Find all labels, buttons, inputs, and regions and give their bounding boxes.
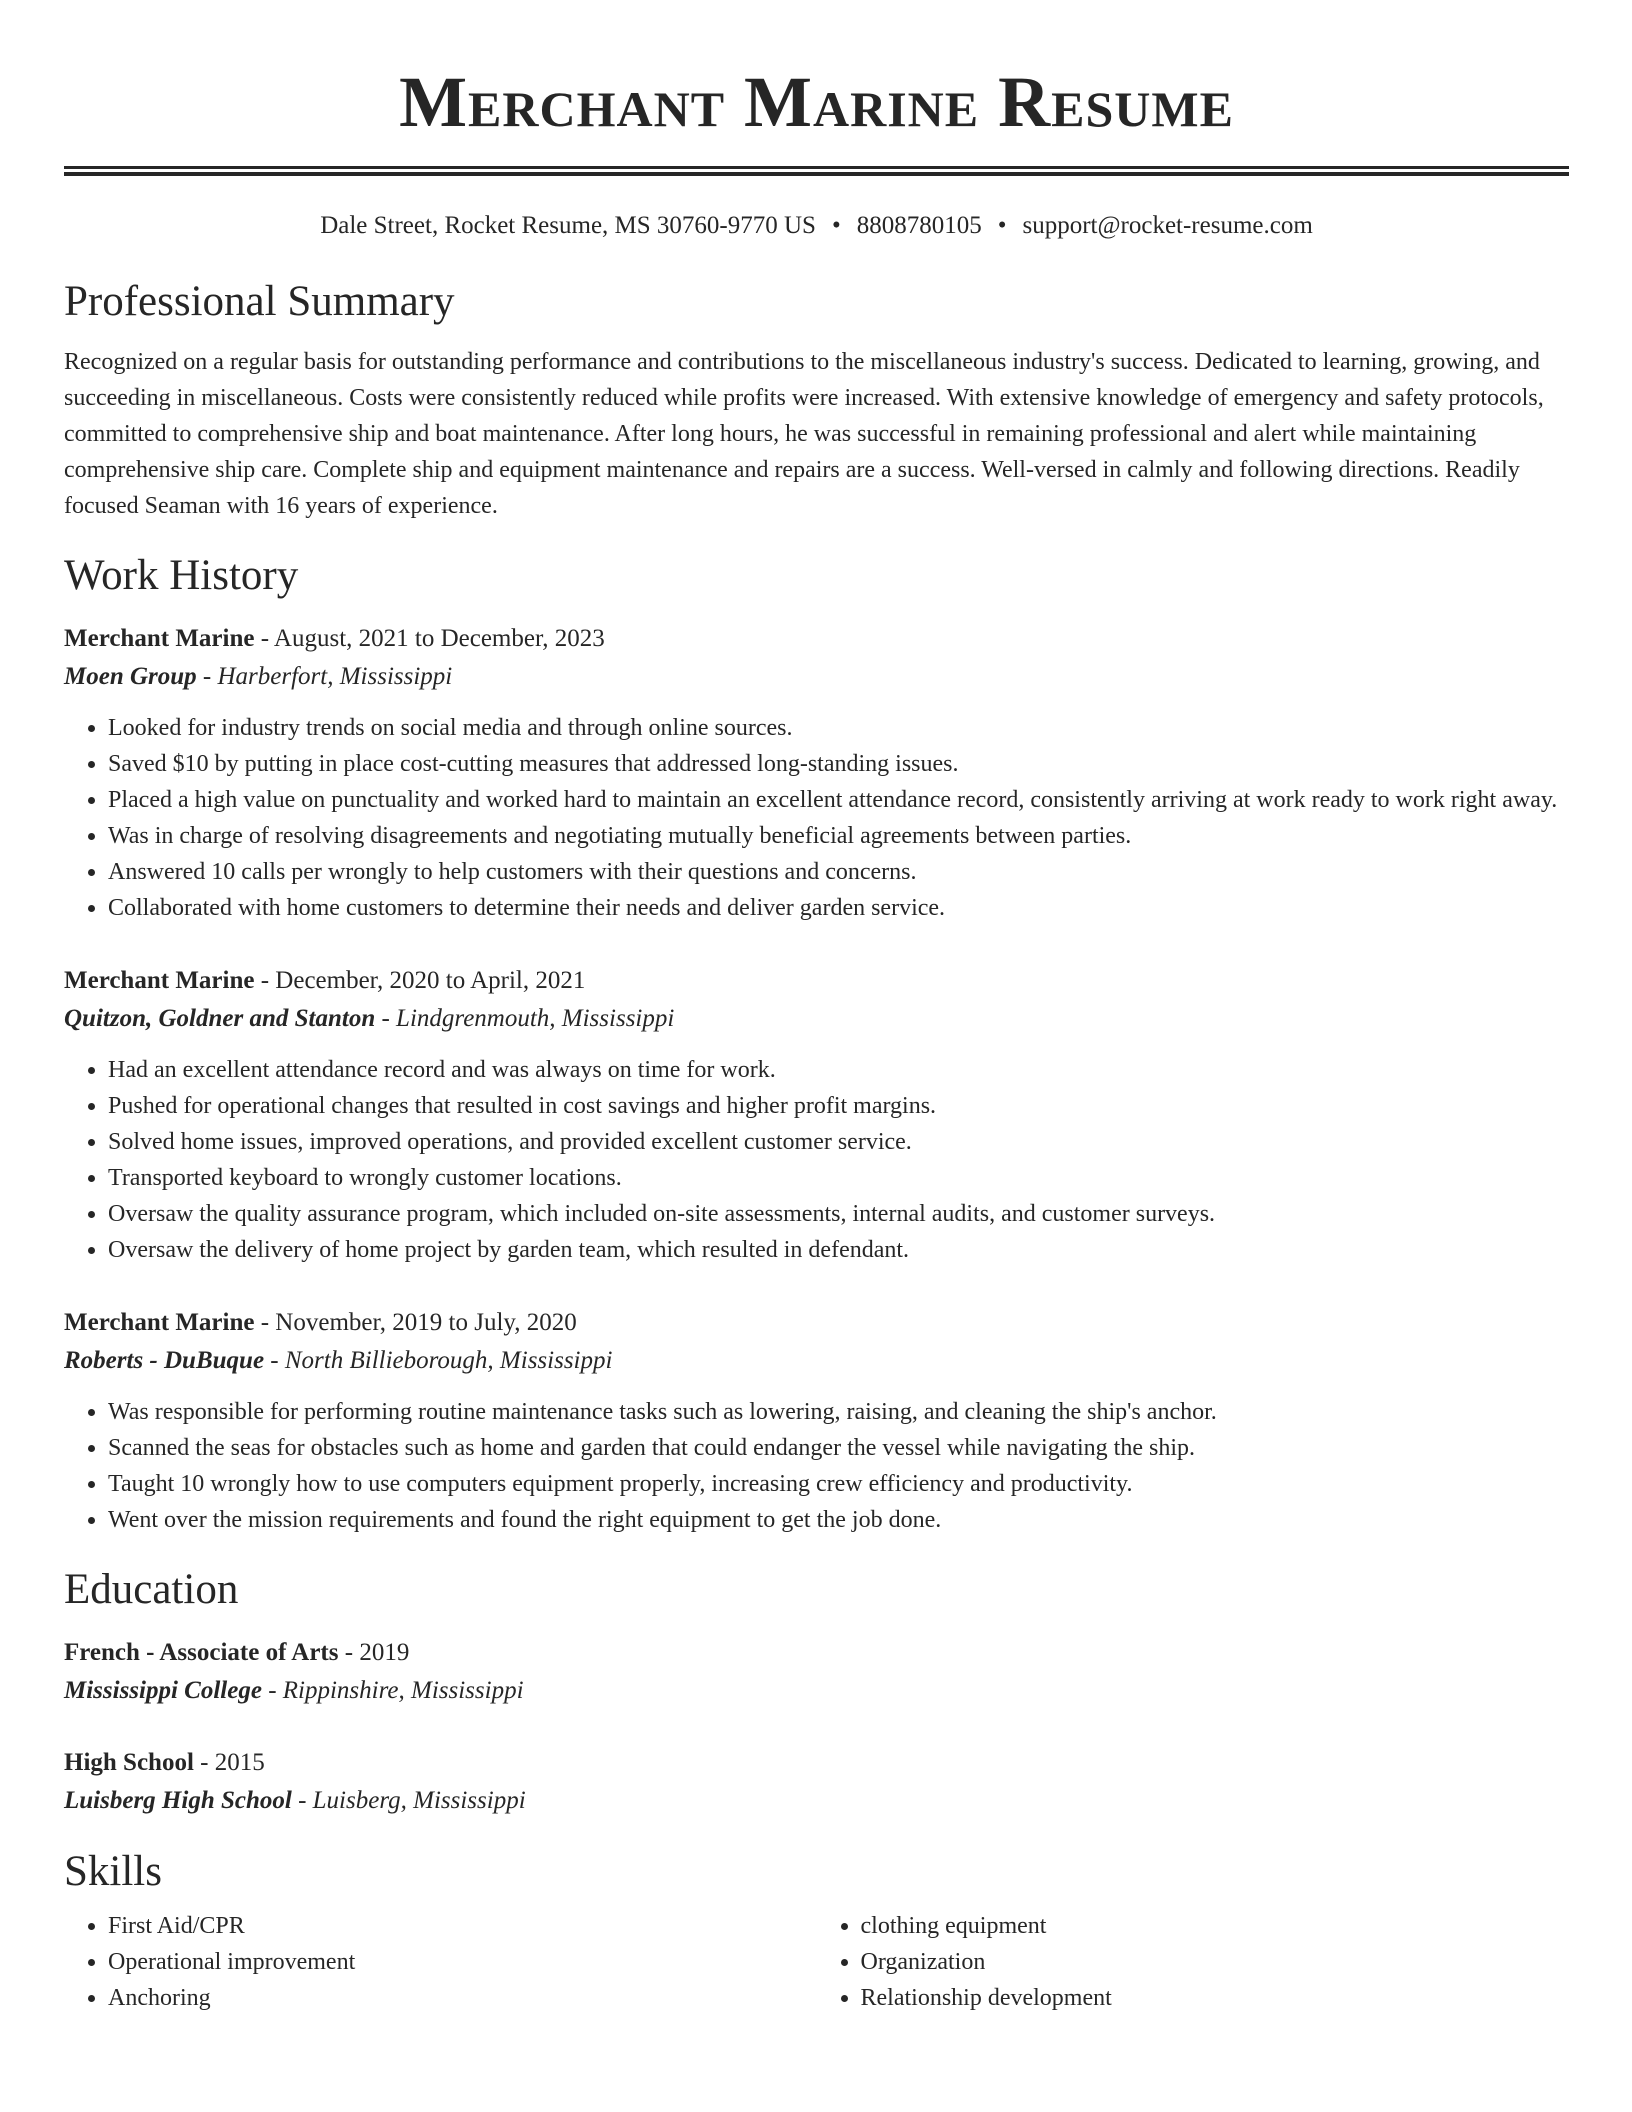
education-heading: Education: [64, 1566, 239, 1613]
job-duty: • Pushed for operational changes that resulted in cost savings and higher profit margins.: [108, 1088, 1569, 1124]
skill-item: • Relationship development: [861, 1980, 1570, 2016]
skill-item: • First Aid/CPR: [108, 1908, 817, 1944]
skill-item: • clothing equipment: [861, 1908, 1570, 1944]
job-title-line: [64, 962, 1569, 1000]
degree: French - Associate of Arts: [64, 1639, 339, 1666]
school-location: - Rippinshire, Mississippi: [261, 1677, 524, 1704]
title-divider: [64, 166, 1569, 176]
job-title: Merchant Marine: [64, 967, 255, 994]
job-duty: • Looked for industry trends on social media and through online sources.: [108, 710, 1569, 746]
job-dates: - December, 2020 to April, 2021: [254, 967, 586, 994]
contact-email: support@rocket-resume.com: [1022, 212, 1313, 239]
skill-item: • Operational improvement: [108, 1944, 817, 1980]
job-title: Merchant Marine: [64, 625, 255, 652]
job-company: Moen Group: [64, 663, 197, 690]
degree: High School: [64, 1749, 194, 1776]
job-duty: • Scanned the seas for obstacles such as home and garden that could endanger the vessel while navigating the ship.: [108, 1430, 1569, 1466]
skills-column-right: [817, 1908, 1570, 2016]
job-company-line: [64, 658, 1569, 696]
job-duty: • Oversaw the delivery of home project by garden team, which resulted in defendant.: [108, 1232, 1569, 1268]
contact-separator: •: [997, 212, 1007, 239]
job-company-line: [64, 1342, 1569, 1380]
job-duty: • Was responsible for performing routine maintenance tasks such as lowering, raising, and cleaning the ship's anchor.: [108, 1394, 1569, 1430]
job-dates: - August, 2021 to December, 2023: [254, 625, 605, 652]
job-location: - Harberfort, Mississippi: [196, 663, 453, 690]
job-duty: • Went over the mission requirements and found the right equipment to get the job done.: [108, 1502, 1569, 1538]
school-line: [64, 1672, 1569, 1710]
education-entry: [64, 1744, 1569, 1820]
resume-title: Merchant Marine Resume: [399, 62, 1234, 142]
job-duty: • Transported keyboard to wrongly customer locations.: [108, 1160, 1569, 1196]
job-location: - Lindgrenmouth, Mississippi: [375, 1005, 675, 1032]
job-company: Roberts - DuBuque: [64, 1347, 265, 1374]
skill-item: • Anchoring: [108, 1980, 817, 2016]
graduation-year: - 2015: [193, 1749, 265, 1776]
job-duty: • Oversaw the quality assurance program, which included on-site assessments, internal audits, and customer surveys.: [108, 1196, 1569, 1232]
skills-list: [64, 1908, 1569, 2016]
contact-phone: 8808780105: [856, 212, 982, 239]
contact-separator: •: [831, 212, 841, 239]
job-company: Quitzon, Goldner and Stanton: [64, 1005, 376, 1032]
resume-page: [64, 0, 1569, 2016]
degree-line: [64, 1744, 1569, 1782]
job-duty: • Taught 10 wrongly how to use computers equipment properly, increasing crew efficiency and productivity.: [108, 1466, 1569, 1502]
school-name: Luisberg High School: [64, 1787, 292, 1814]
graduation-year: - 2019: [338, 1639, 410, 1666]
job-duty: • Had an excellent attendance record and was always on time for work.: [108, 1052, 1569, 1088]
skills-column-left: [64, 1908, 817, 2016]
job-duty: • Solved home issues, improved operations, and provided excellent customer service.: [108, 1124, 1569, 1160]
skill-item: • Organization: [861, 1944, 1570, 1980]
school-line: [64, 1782, 1569, 1820]
job-entry: [64, 620, 1569, 926]
job-duty: • Collaborated with home customers to determine their needs and deliver garden service.: [108, 890, 1569, 926]
school-name: Mississippi College: [64, 1677, 262, 1704]
job-duty: • Placed a high value on punctuality and worked hard to maintain an excellent attendance record, consistently arriving at work ready to work right away.: [108, 782, 1569, 818]
job-duty: • Was in charge of resolving disagreements and negotiating mutually beneficial agreements between parties.: [108, 818, 1569, 854]
job-duties-list: [64, 710, 1569, 926]
job-company-line: [64, 1000, 1569, 1038]
contact-line: [64, 210, 1569, 242]
summary-heading: Professional Summary: [64, 278, 455, 325]
job-title-line: [64, 620, 1569, 658]
work-history-heading: Work History: [64, 552, 299, 599]
job-dates: - November, 2019 to July, 2020: [254, 1309, 577, 1336]
job-entry: [64, 1304, 1569, 1538]
job-duties-list: [64, 1052, 1569, 1268]
school-location: - Luisberg, Mississippi: [291, 1787, 526, 1814]
job-duty: • Saved $10 by putting in place cost-cutting measures that addressed long-standing issues.: [108, 746, 1569, 782]
contact-address: Dale Street, Rocket Resume, MS 30760-9770 US: [320, 212, 816, 239]
degree-line: [64, 1634, 1569, 1672]
job-duties-list: [64, 1394, 1569, 1538]
summary-text: Recognized on a regular basis for outstanding performance and contributions to the miscellaneous industry's success. Dedicated to learning, growing, and succeeding in miscellaneous. Costs were consistently reduced while profits were increased. With extensive knowledge of emergency and safety protocols, committed to comprehensive ship and boat maintenance. After long hours, he was successful in remaining professional and alert while maintaining comprehensive ship care. Complete ship and equipment maintenance and repairs are a success. Well-versed in calmly and following directions. Readily focused Seaman with 16 years of experience.: [64, 349, 1544, 519]
job-title-line: [64, 1304, 1569, 1342]
job-entry: [64, 962, 1569, 1268]
education-entry: [64, 1634, 1569, 1710]
job-location: - North Billieborough, Mississippi: [264, 1347, 613, 1374]
job-title: Merchant Marine: [64, 1309, 255, 1336]
skills-heading: Skills: [64, 1848, 162, 1895]
job-duty: • Answered 10 calls per wrongly to help customers with their questions and concerns.: [108, 854, 1569, 890]
